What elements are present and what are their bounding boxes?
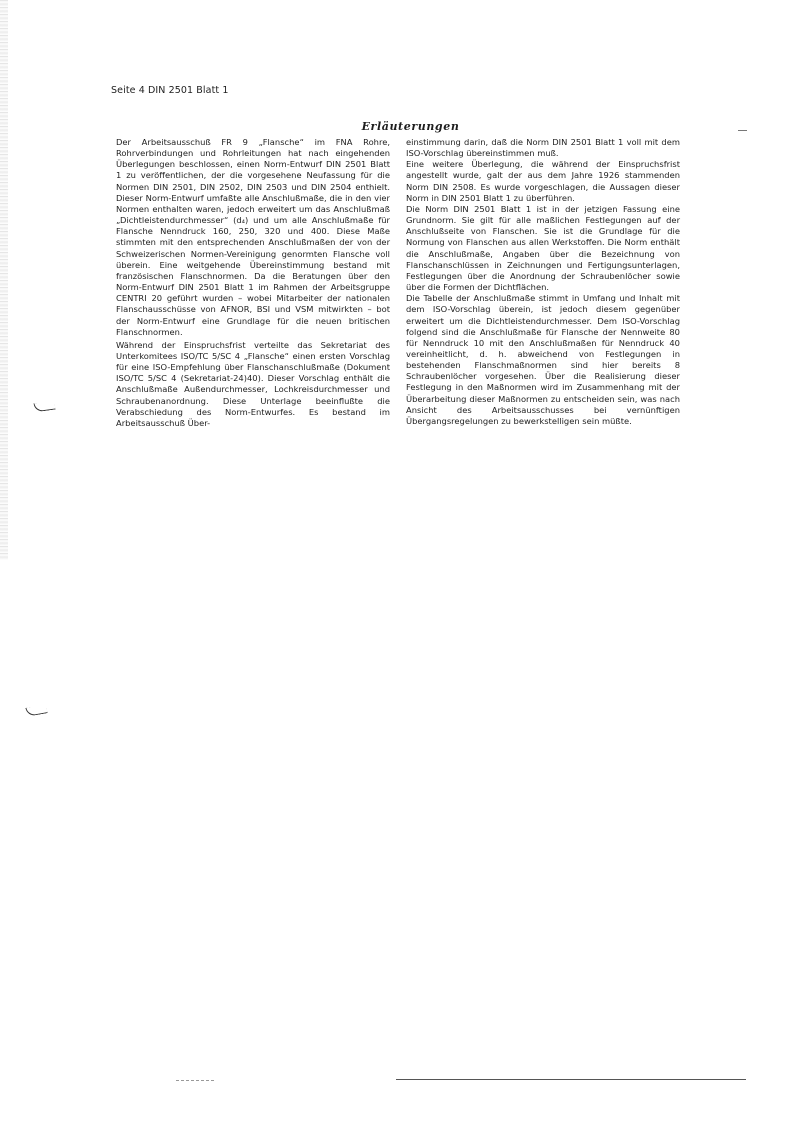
footer-rule [176, 1080, 216, 1081]
scan-mark [33, 401, 55, 413]
scan-mark [25, 704, 47, 717]
scan-edge-artifact [0, 0, 8, 560]
paragraph: Der Arbeitsausschuß FR 9 „Flansche“ im FNA Rohre, Rohrverbindungen und Rohrleitungen hat nach eingehenden Überlegungen beschlossen, einen Norm-Entwurf DIN 2501 Blatt 1 zu veröffentlichen, der die vorgesehene Neufassung für die Normen DIN 2501, DIN 2502, DIN 2503 und DIN 2504 enthielt. Dieser Norm-Entwurf umfaßte alle Anschlußmaße, die in den vier Normen enthalten waren, jedoch erweitert um das Anschlußmaß „Dichtleistendurchmesser“ (d₄) und um alle Anschlußmaße für Flansche Nenndruck 160, 250, 320 und 400. Diese Maße stimmten mit den entsprechenden Anschlußmaßen der von der Schweizerischen Normen-Vereinigung genormten Flansche voll überein. Eine weitgehende Übereinstimmung bestand mit französischen Flanschnormen. Da die Beratungen über den Norm-Entwurf DIN 2501 Blatt 1 im Rahmen der Arbeitsgruppe CENTRI 20 geführt wurden – wobei Mitarbeiter der nationalen Flanschausschüsse von AFNOR, BSI und VSM mitwirkten – bot der Norm-Entwurf eine Grundlage für die neuen britischen Flanschnormen. [116, 137, 390, 337]
page-header: Seite 4 DIN 2501 Blatt 1 [111, 85, 229, 96]
footer-rule [396, 1079, 746, 1080]
paragraph: Die Norm DIN 2501 Blatt 1 ist in der jetzigen Fassung eine Grundnorm. Sie gilt für alle maßlichen Festlegungen auf der Anschlußseite von Flanschen. Sie ist die Grundlage für die Normung von Flanschen aus allen Werkstoffen. Die Norm enthält die Anschlußmaße, Angaben über die Bezeichnung von Flanschanschlüssen in Zeichnungen und Fertigungsunterlagen, Festlegungen über die Anordnung der Schraubenlöcher sowie über die Formen der Dichtflächen. [406, 203, 680, 293]
paragraph: einstimmung darin, daß die Norm DIN 2501 Blatt 1 voll mit dem ISO-Vorschlag übereinstimmen muß. [406, 137, 680, 159]
paragraph: Eine weitere Überlegung, die während der Einspruchsfrist angestellt wurde, galt der aus dem Jahre 1926 stammenden Norm DIN 2508. Es wurde vorgeschlagen, die Aussagen dieser Norm in DIN 2501 Blatt 1 zu überführen. [406, 159, 680, 203]
paragraph: Die Tabelle der Anschlußmaße stimmt in Umfang und Inhalt mit dem ISO-Vorschlag überein, ist jedoch diesem gegenüber erweitert um die Dichtleistendurchmesser. Dem ISO-Vorschlag folgend sind die Anschlußmaße für Flansche der Nennweite 80 für Nenndruck 10 mit den Anschlußmaßen für Nenndruck 40 vereinheitlicht, d. h. abweichend von Festlegungen in bestehenden Flanschmaßnormen sind hier bereits 8 Schraubenlöcher vorgesehen. Über die Realisierung dieser Festlegung in den Maßnormen wird im Zusammenhang mit der Überarbeitung dieser Maßnormen zu entscheiden sein, was nach Ansicht des Arbeitsausschusses bei vernünftigen Übergangsregelungen zu bewerkstelligen sein müßte. [406, 293, 680, 426]
text-column-left [116, 137, 390, 429]
section-title: Erläuterungen [361, 120, 460, 133]
paragraph: Während der Einspruchsfrist verteilte das Sekretariat des Unterkomitees ISO/TC 5/SC 4 „Flansche“ einen ersten Vorschlag für eine ISO-Empfehlung über Flanschanschlußmaße (Dokument ISO/TC 5/SC 4 (Sekretariat-24)40). Dieser Vorschlag enthält die Anschlußmaße Außendurchmesser, Lochkreisdurchmesser und Schraubenanordnung. Diese Unterlage beeinflußte die Verabschiedung des Norm-Entwurfes. Es bestand im Arbeitsausschuß Über- [116, 339, 390, 428]
text-column-right [406, 137, 680, 427]
